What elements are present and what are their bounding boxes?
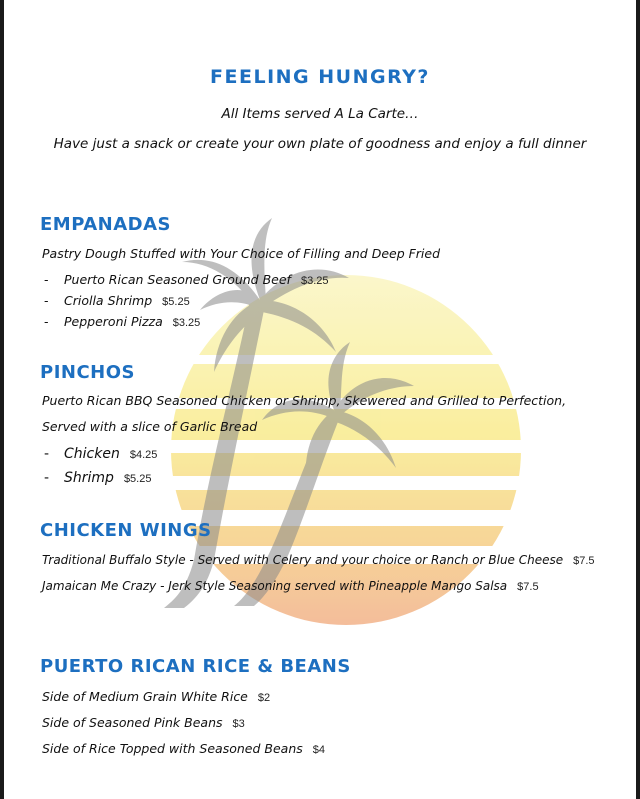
empanadas-description: Pastry Dough Stuffed with Your Choice of Filling and Deep Fried	[42, 246, 441, 261]
item-price: $5.25	[162, 296, 190, 308]
menu-item	[42, 689, 270, 704]
menu-item	[42, 715, 245, 730]
section-heading-chicken-wings: CHICKEN WINGS	[40, 520, 212, 541]
item-name: Shrimp	[64, 470, 114, 486]
item-name: Side of Seasoned Pink Beans	[42, 715, 223, 730]
item-price: $3.25	[172, 317, 201, 329]
pinchos-description: Puerto Rican BBQ Seasoned Chicken or Shrimp, Skewered and Grilled to Perfection, Served with a slice of Garlic Bread	[42, 393, 567, 434]
item-name: Puerto Rican Seasoned Ground Beef	[64, 272, 291, 287]
menu-item: - Puerto Rican Seasoned Ground Beef $3.25	[44, 272, 329, 287]
menu-item	[42, 579, 539, 593]
menu-item: - Shrimp $5.25	[44, 470, 152, 486]
item-price: $2	[257, 692, 271, 704]
item-price: $5.25	[123, 473, 152, 485]
item-price: $7.5	[517, 581, 539, 593]
item-name: Chicken	[64, 446, 120, 462]
menu-item	[42, 553, 595, 567]
item-price: $3.25	[300, 275, 329, 287]
menu-item: - Criolla Shrimp $5.25	[44, 293, 190, 308]
menu-item	[42, 741, 325, 756]
section-heading-pinchos: PINCHOS	[40, 362, 135, 383]
item-name: Pepperoni Pizza	[64, 314, 163, 329]
item-name: Traditional Buffalo Style - Served with Celery and your choice or Ranch or Blue Cheese	[42, 553, 564, 567]
intro-line-a-la-carte: All Items served A La Carte…	[221, 106, 419, 122]
intro-line-full-dinner: Have just a snack or create your own plate of goodness and enjoy a full dinner	[53, 136, 587, 152]
item-price: $3	[232, 718, 245, 730]
item-name: Criolla Shrimp	[64, 293, 153, 308]
menu-item: - Chicken $4.25	[44, 446, 158, 462]
menu-page	[4, 0, 636, 799]
item-price: $4	[312, 744, 325, 756]
page-title: FEELING HUNGRY?	[210, 66, 430, 88]
menu-item: - Pepperoni Pizza $3.25	[44, 314, 201, 329]
item-price: $4.25	[129, 449, 158, 461]
section-heading-rice-and-beans: PUERTO RICAN RICE & BEANS	[40, 656, 351, 677]
item-price: $7.5	[573, 555, 595, 567]
item-name: Jamaican Me Crazy - Jerk Style Seasoning served with Pineapple Mango Salsa	[42, 579, 508, 593]
section-heading-empanadas: EMPANADAS	[40, 214, 172, 235]
item-name: Side of Medium Grain White Rice	[42, 689, 248, 704]
item-name: Side of Rice Topped with Seasoned Beans	[42, 741, 303, 756]
